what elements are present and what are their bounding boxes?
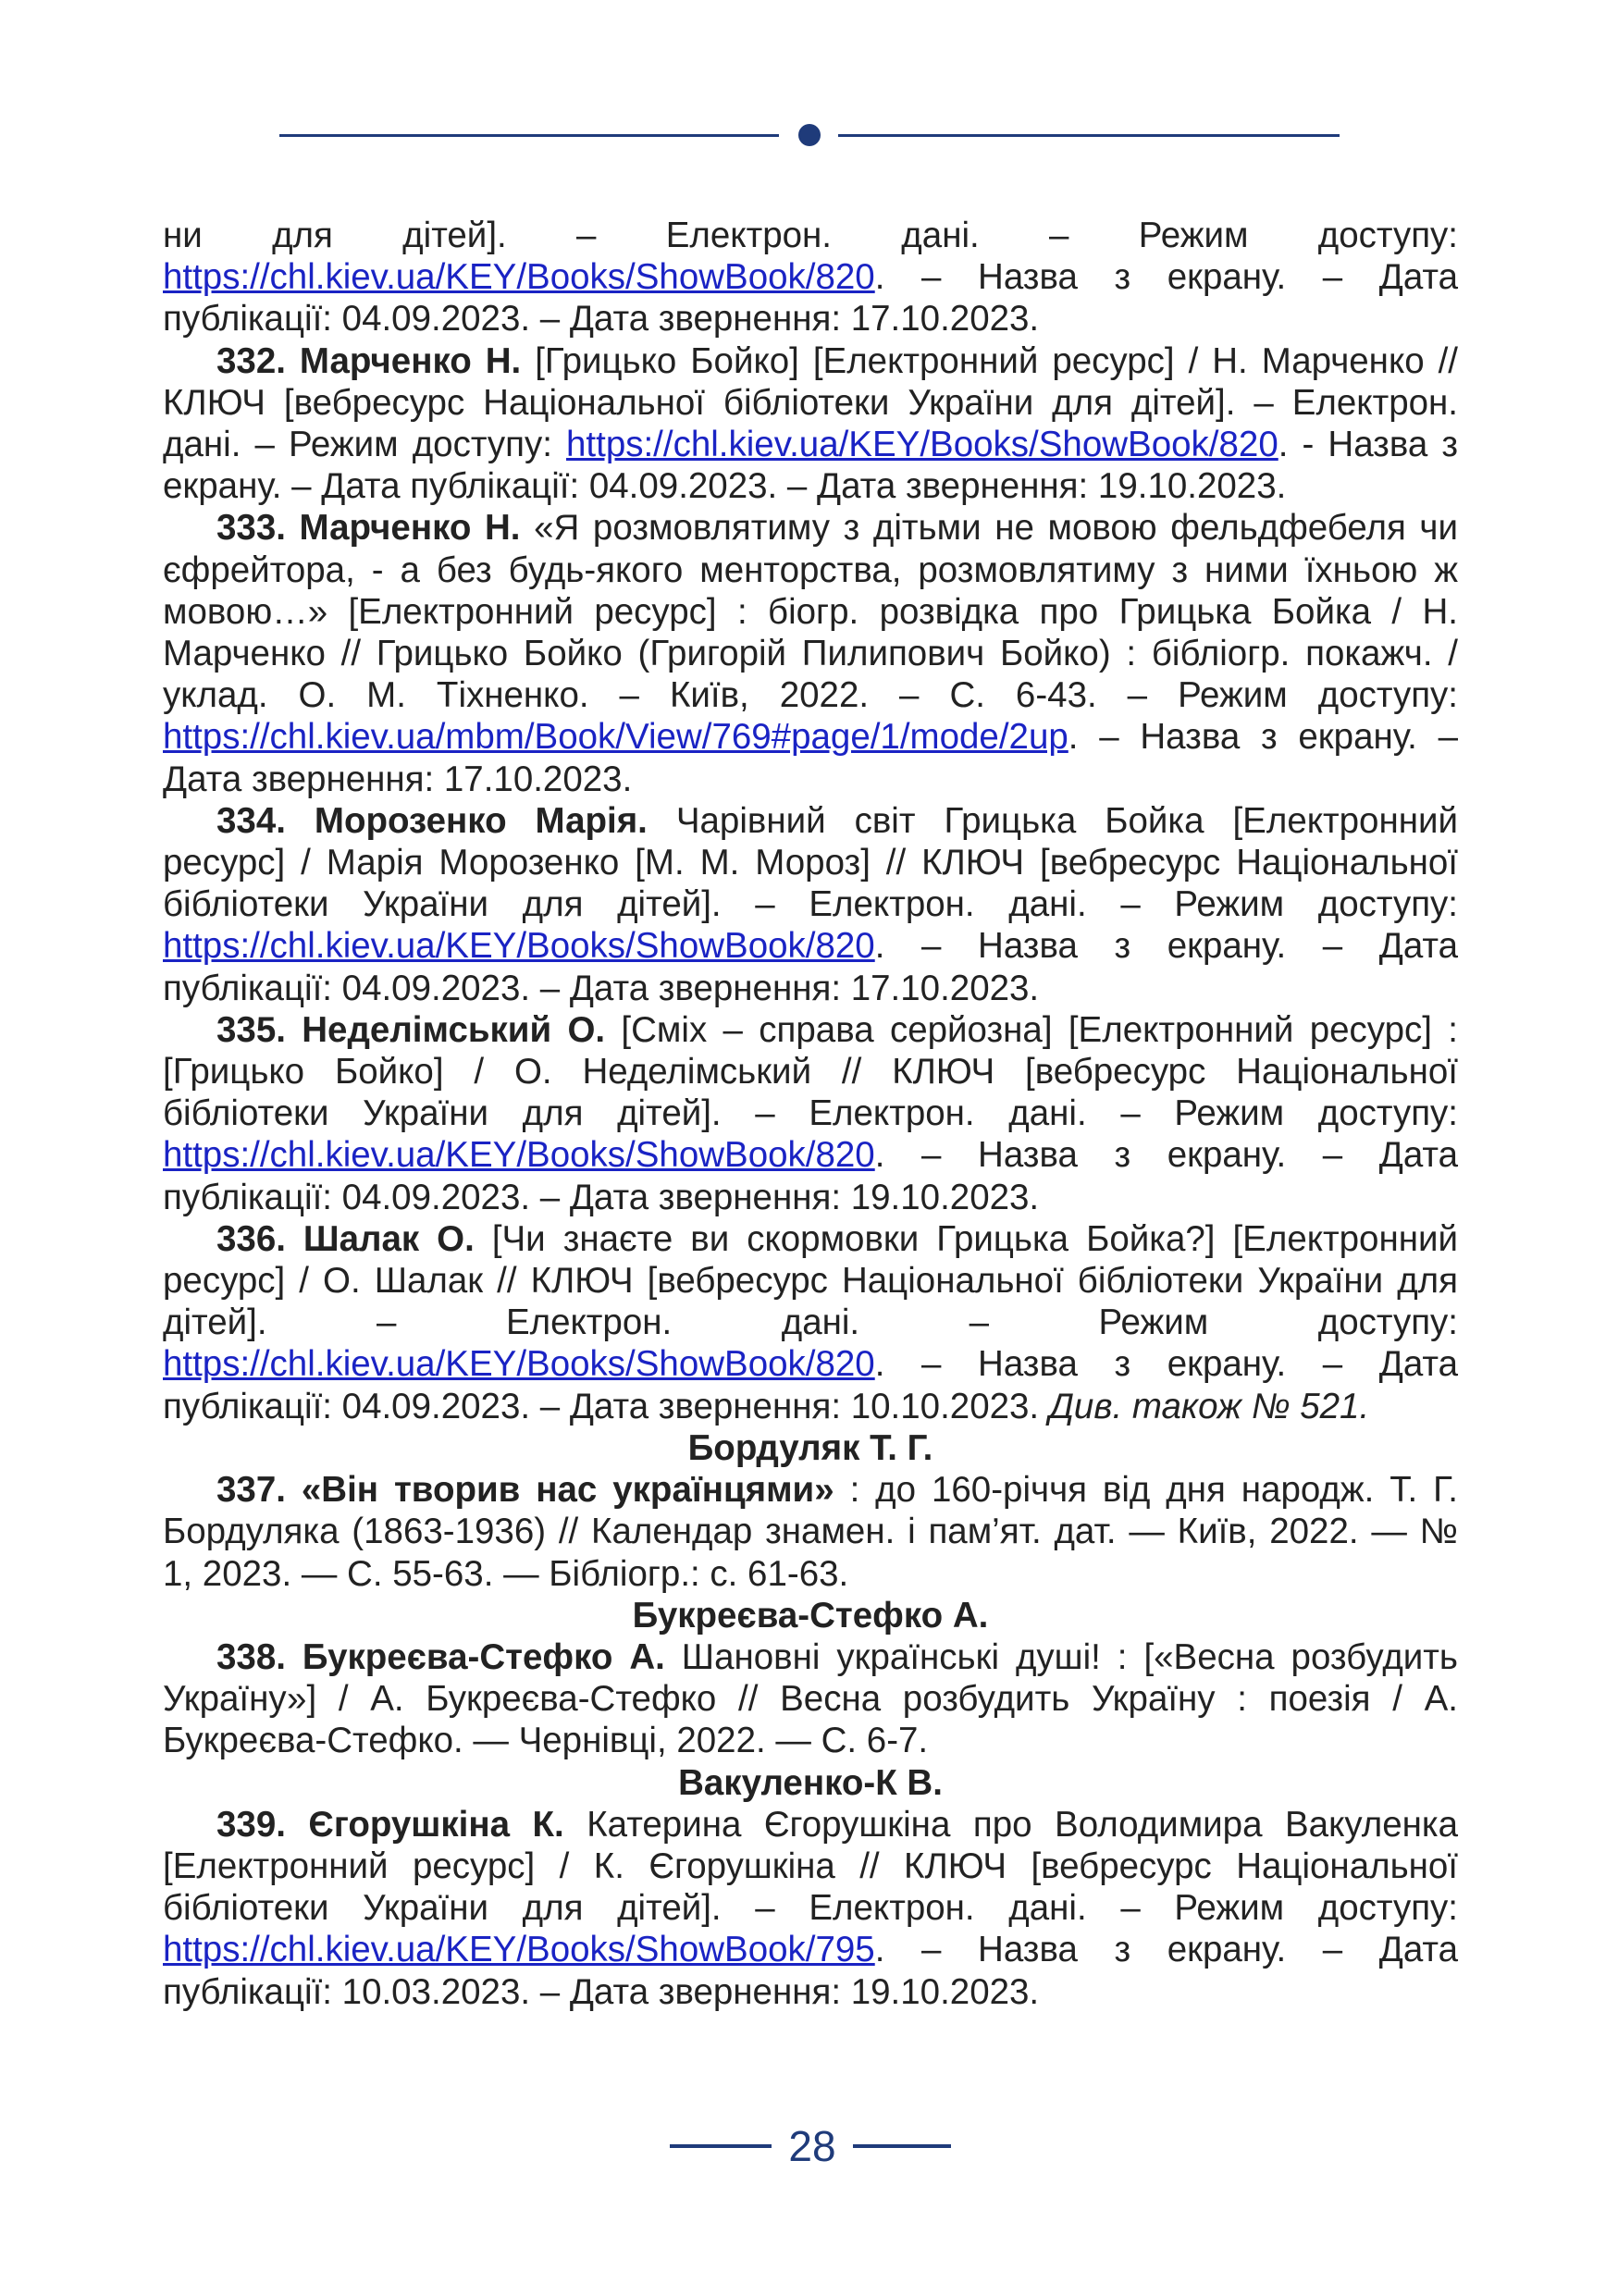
entry-link[interactable]: https://chl.kiev.ua/KEY/Books/ShowBook/820	[163, 1135, 875, 1176]
entry-text: : до 160-річчя від дня народж. Т. Г. Бордуляка (1863-1936) // Календар знамен. і пам’ят. дат. — Київ, 2022. — № 1, 2023. — С. 55-63. — Бібліогр.: с. 61-63.	[163, 1470, 1458, 1594]
entry-text: . – Назва з екрану. – Дата публікації: 04.09.2023. – Дата звернення: 17.10.2023.	[163, 926, 1458, 1008]
bibliography-entry-335	[163, 1009, 1458, 1218]
entry-text: Шановні українські душі! : [«Весна розбудить Україну»] / А. Букреєва-Стефко // Весна розбудить Україну : поезія / А. Букреєва-Стефко. — Чернівці, 2022. — С. 6-7.	[163, 1636, 1458, 1761]
entry-link[interactable]: https://chl.kiev.ua/KEY/Books/ShowBook/820	[566, 425, 1278, 465]
bibliography-entry-339	[163, 1804, 1458, 2013]
entry-link[interactable]: https://chl.kiev.ua/KEY/Books/ShowBook/820	[163, 1344, 875, 1385]
header-rule-left	[279, 134, 779, 137]
entry-author: 339. Єгорушкіна К.	[216, 1804, 564, 1845]
section-heading: Букреєва-Стефко А.	[632, 1595, 989, 1636]
entry-author: 335. Неделімський О.	[216, 1009, 606, 1050]
entry-author: 334. Морозенко Марія.	[216, 800, 648, 841]
entry-text: «Я розмовлятиму з дітьми не мовою фельдфебеля чи єфрейтора, - а без будь-якого менторства, розмовлятиму з ними їхньою ж мовою…» [Електронний ресурс] : біогр. розвідка про Грицька Бойка / Н. Марченко // Грицько Бойко (Григорій Пилипович Бойко) : бібліогр. покажч. / уклад. О. М. Тіхненко. – Київ, 2022. – С. 6-43. – Режим доступу:	[163, 508, 1458, 716]
entry-text: . – Назва з екрану. – Дата публікації: 04.09.2023. – Дата звернення: 19.10.2023.	[163, 1135, 1458, 1217]
bibliography-entry-337	[163, 1469, 1458, 1595]
entry-text: [Чи знаєте ви скормовки Грицька Бойка?] [Електронний ресурс] / О. Шалак // КЛЮЧ [вебресурс Національної бібліотеки України для дітей]. – Електрон. дані. – Режим доступу:	[163, 1218, 1458, 1343]
entry-text: . – Назва з екрану. – Дата звернення: 17.10.2023.	[163, 717, 1458, 799]
footer-rule-left	[670, 2144, 772, 2148]
bibliography-entry-334	[163, 800, 1458, 1009]
entry-text: . – Назва з екрану. – Дата публікації: 04.09.2023. – Дата звернення: 10.10.2023.	[163, 1344, 1458, 1426]
bibliography-entry-continuation	[163, 215, 1458, 340]
entry-text: [Грицько Бойко] [Електронний ресурс] / Н. Марченко // КЛЮЧ [вебресурс Національної бібліотеки України для дітей]. – Електрон. дані. – Режим доступу:	[163, 340, 1459, 465]
page-number: 28	[788, 2122, 836, 2170]
bibliography-entry-333	[163, 507, 1458, 799]
entry-author: 332. Марченко Н.	[216, 340, 522, 381]
entry-text: . – Назва з екрану. – Дата публікації: 04.09.2023. – Дата звернення: 17.10.2023.	[163, 257, 1458, 339]
entry-text: [Сміх – справа серйозна] [Електронний ресурс] : [Грицько Бойко] / О. Неделімський // КЛЮЧ [вебресурс Національної бібліотеки України для дітей]. – Електрон. дані. – Режим доступу:	[163, 1009, 1458, 1134]
bibliography-entry-338	[163, 1636, 1458, 1762]
bibliography-entry-336	[163, 1218, 1458, 1427]
bibliography-entry-332	[163, 340, 1458, 508]
entry-link[interactable]: https://chl.kiev.ua/KEY/Books/ShowBook/820	[163, 926, 875, 967]
entry-text: . - Назва з екрану. – Дата публікації: 04.09.2023. – Дата звернення: 19.10.2023.	[163, 425, 1458, 507]
footer-rule-right	[853, 2144, 951, 2148]
entry-text: Катерина Єгорушкіна про Володимира Вакуленка [Електронний ресурс] / К. Єгорушкіна // КЛЮЧ [вебресурс Національної бібліотеки України для дітей]. – Електрон. дані. – Режим доступу:	[163, 1804, 1458, 1929]
entry-link[interactable]: https://chl.kiev.ua/mbm/Book/View/769#page/1/mode/2up	[163, 717, 1068, 758]
entry-author: 336. Шалак О.	[216, 1218, 475, 1259]
entry-author: 333. Марченко Н.	[216, 508, 521, 549]
entry-cross-reference: Див. також № 521.	[1048, 1386, 1370, 1426]
entry-link[interactable]: https://chl.kiev.ua/KEY/Books/ShowBook/820	[163, 257, 875, 298]
entry-author: 338. Букреєва-Стефко А.	[216, 1636, 665, 1677]
section-heading: Вакуленко-К В.	[678, 1762, 943, 1803]
header-dot	[798, 124, 821, 146]
entry-link[interactable]: https://chl.kiev.ua/KEY/Books/ShowBook/795	[163, 1930, 875, 1970]
entry-text: ни для дітей]. – Електрон. дані. – Режим доступу:	[163, 216, 1458, 255]
header-rule-right	[838, 134, 1340, 137]
bibliography-list	[163, 215, 1458, 2013]
entry-text: . – Назва з екрану. – Дата публікації: 10.03.2023. – Дата звернення: 19.10.2023.	[163, 1930, 1458, 2012]
entry-text: Чарівний світ Грицька Бойка [Електронний ресурс] / Марія Морозенко [М. М. Мороз] // КЛЮЧ [вебресурс Національної бібліотеки України для дітей]. – Електрон. дані. – Режим доступу:	[163, 800, 1458, 925]
section-heading: Бордуляк Т. Г.	[687, 1427, 933, 1468]
entry-title: 337. «Він творив нас українцями»	[216, 1470, 834, 1511]
